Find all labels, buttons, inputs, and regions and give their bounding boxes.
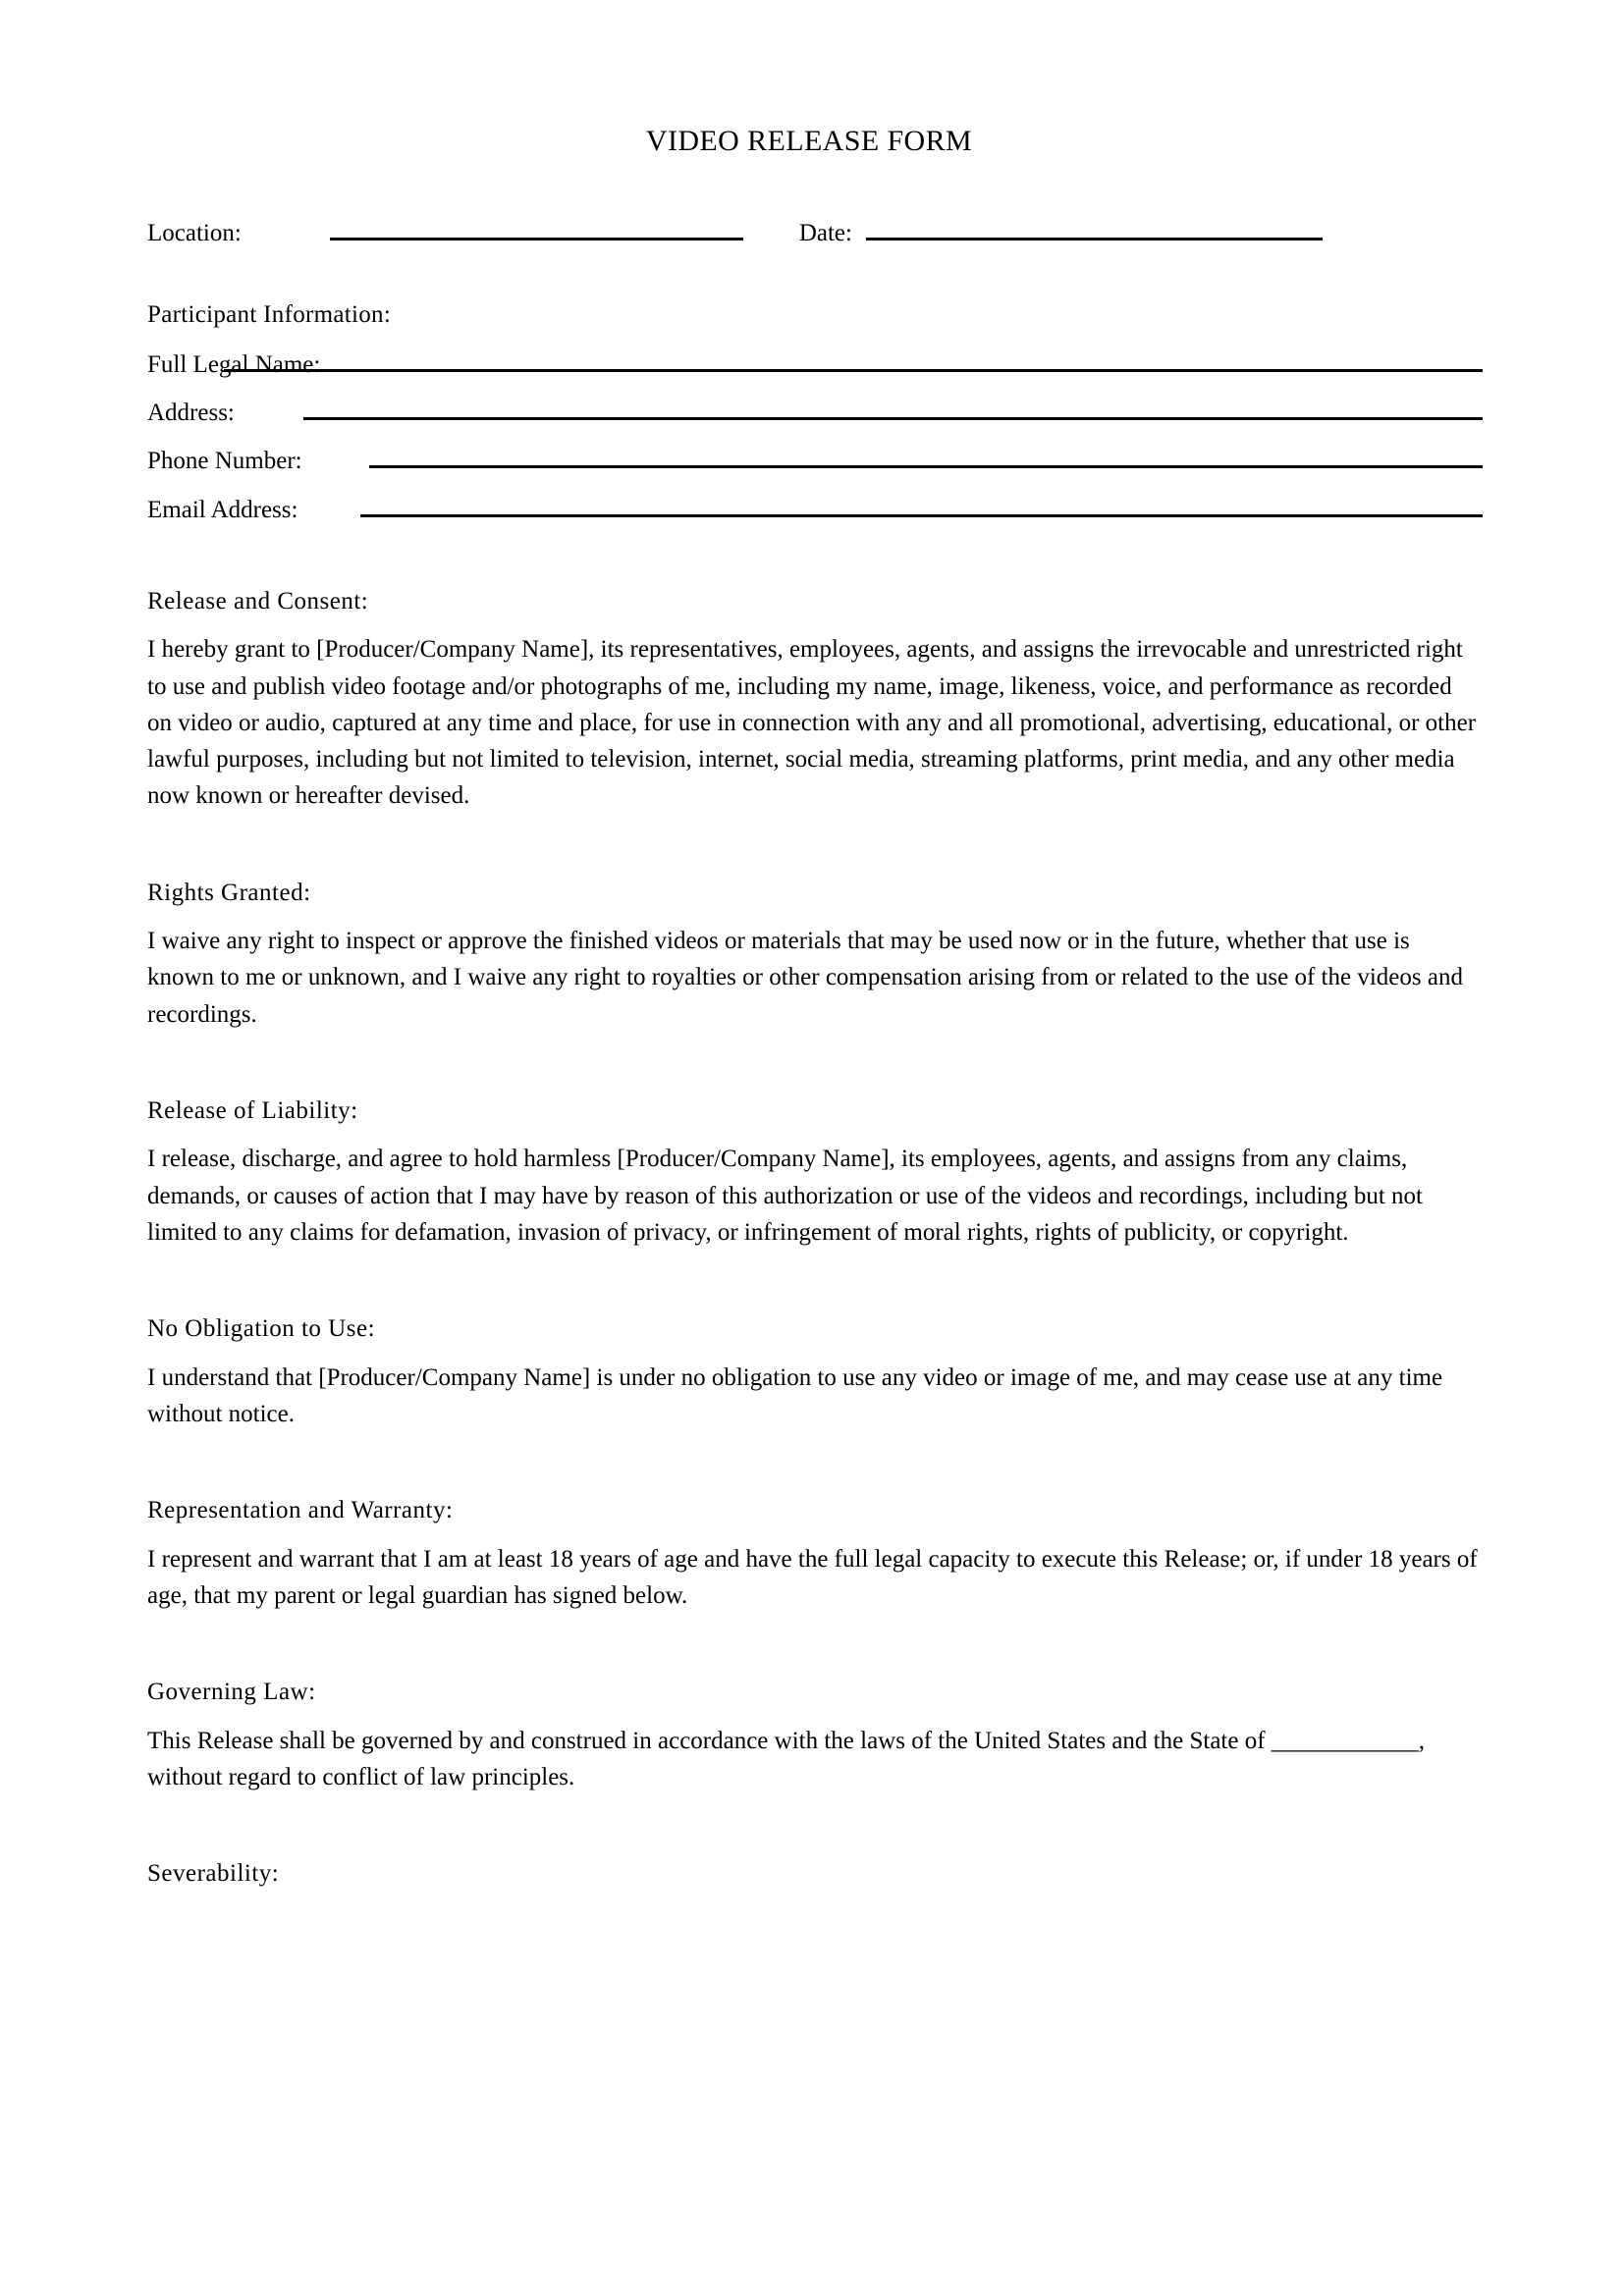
section-representation-and-warranty: [147, 1495, 1483, 1614]
location-date-row: [147, 216, 1483, 248]
field-row-email-address: [147, 493, 1483, 525]
location-input-rule[interactable]: [330, 216, 743, 240]
section-heading: Severability:: [147, 1860, 280, 1887]
phone-number-label: Phone Number:: [147, 448, 302, 475]
address-label: Address:: [147, 400, 235, 426]
section-body: I hereby grant to [Producer/Company Name], its representatives, employees, agents, and assigns the irrevocable and unrestricted right to use and publish video footage and/or photographs of me, including my name, image, likeness, voice, and performance as recorded on video or audio, captured at any time and place, for use in connection with any and all promotional, advertising, educational, or other lawful purposes, including but not limited to television, internet, social media, streaming platforms, print media, and any other media now known or hereafter devised.: [147, 636, 1477, 810]
section-release-of-liability: [147, 1095, 1483, 1251]
section-body: I represent and warrant that I am at least 18 years of age and have the full legal capacity to execute this Release; or, if under 18 years of age, that my parent or legal guardian has signed below.: [147, 1545, 1478, 1609]
field-row-address: [147, 396, 1483, 428]
location-label: Location:: [147, 220, 242, 246]
section-heading: Representation and Warranty:: [147, 1497, 454, 1523]
section-body: I understand that [Producer/Company Name] is under no obligation to use any video or image of me, and may cease use at any time without notice.: [147, 1363, 1443, 1427]
section-heading: No Obligation to Use:: [147, 1315, 376, 1342]
section-governing-law: [147, 1677, 1483, 1795]
field-row-phone-number: [147, 444, 1483, 476]
section-body: This Release shall be governed by and construed in accordance with the laws of the United States and the State of ____________, without regard to conflict of law principles.: [147, 1727, 1426, 1790]
section-heading: Release of Liability:: [147, 1096, 358, 1124]
email-address-label: Email Address:: [147, 496, 298, 523]
section-release-and-consent: [147, 586, 1483, 815]
section-severability: [147, 1858, 1483, 1891]
full-legal-name-input-rule[interactable]: [224, 347, 1483, 372]
section-heading: Governing Law:: [147, 1679, 316, 1705]
section-heading: Rights Granted:: [147, 879, 311, 906]
section-heading: Release and Consent:: [147, 587, 369, 614]
document-content: [147, 0, 1483, 1904]
field-row-full-legal-name: Full Legal Name:: [147, 347, 1483, 380]
section-rights-granted: [147, 878, 1483, 1033]
section-body: I release, discharge, and agree to hold harmless [Producer/Company Name], its employees, agents, and assigns from any claims, demands, or causes of action that I may have by reason of this authorization or use of the videos and recordings, including but not limited to any claims for defamation, invasion of privacy, or infringement of moral rights, rights of publicity, or copyright.: [147, 1146, 1423, 1246]
date-input-rule[interactable]: [866, 216, 1323, 240]
email-address-input-rule[interactable]: [360, 493, 1483, 517]
participant-information-heading: Participant Information:: [147, 301, 392, 329]
date-label: Date:: [798, 220, 852, 246]
phone-number-input-rule[interactable]: [369, 444, 1483, 468]
section-body: I waive any right to inspect or approve the finished videos or materials that may be used now or in the future, whether that use is known to me or unknown, and I waive any right to royalties or other compensation arising from or related to the use of the videos and recordings.: [147, 928, 1463, 1028]
section-no-obligation-to-use: [147, 1313, 1483, 1432]
page-title: VIDEO RELEASE FORM: [645, 125, 973, 157]
address-input-rule[interactable]: [303, 396, 1483, 420]
